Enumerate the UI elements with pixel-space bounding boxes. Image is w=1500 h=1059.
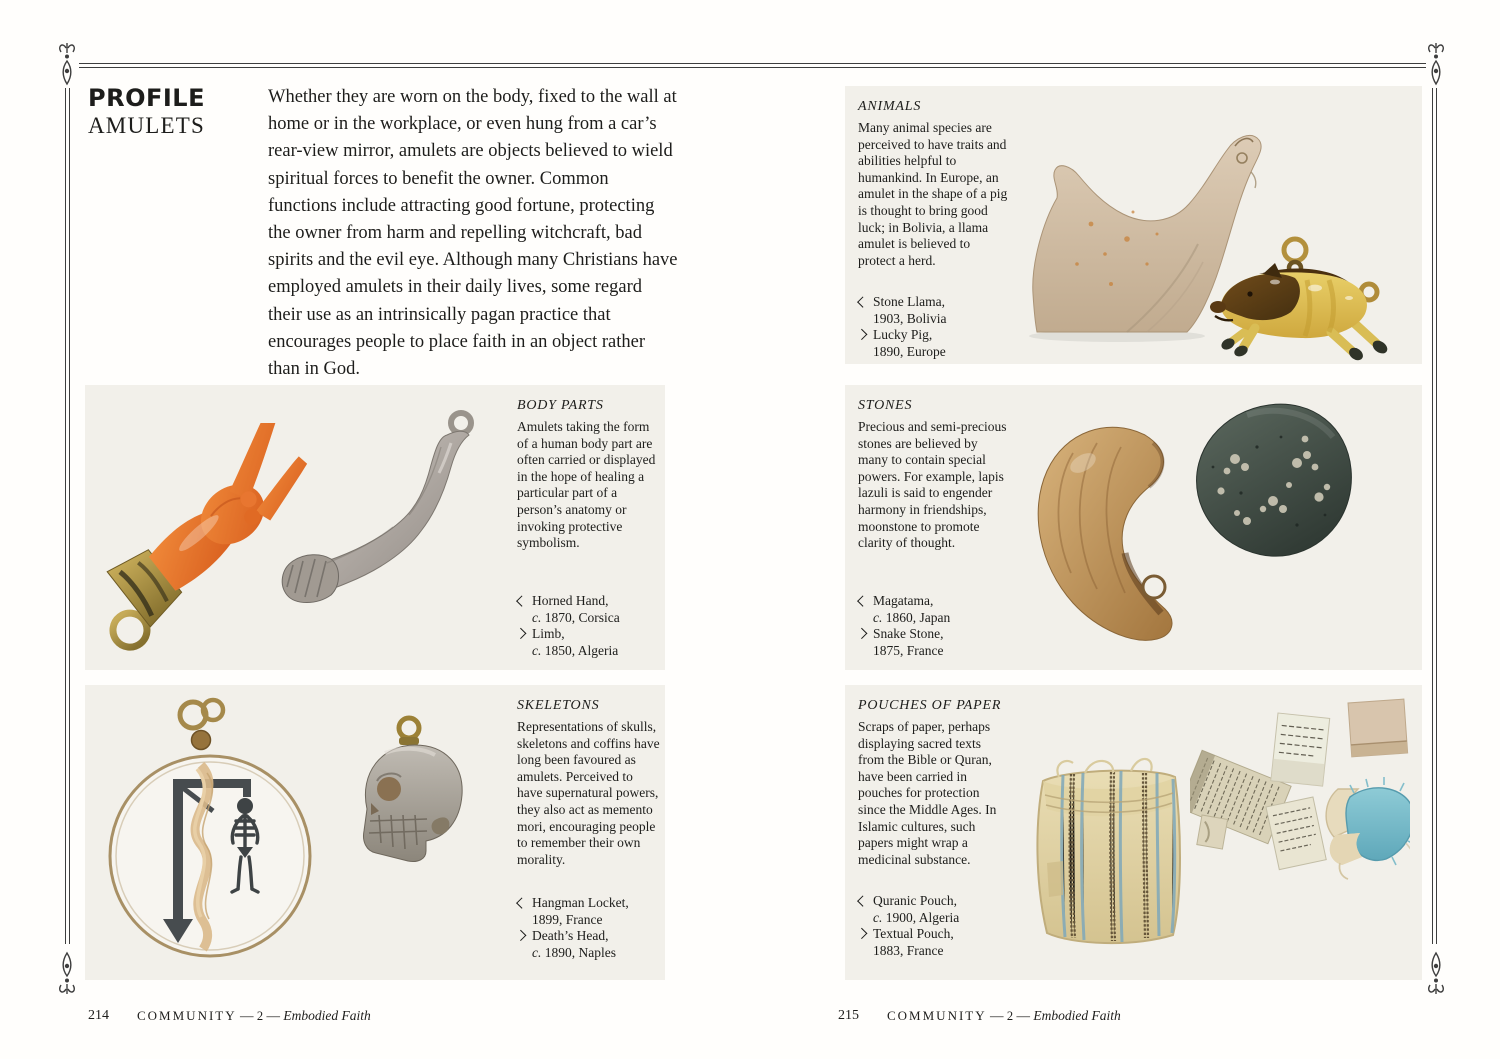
caption-name: Limb, [532, 626, 565, 642]
skeletons-text-column [517, 698, 661, 868]
section-body: Representations of skulls, skeletons and coffins have long been favoured as amulets. Perceived to have supernatural powers, they also act as memento mori, encouraging people to remember their own morality. [517, 719, 660, 867]
caption-entry [517, 928, 667, 961]
caption-detail: 1875, France [873, 642, 944, 658]
snake-stone-image [1177, 397, 1367, 567]
hangman-locket-image [97, 693, 325, 973]
section-body: Precious and semi-precious stones are believed by many to contain special powers. For example, lapis lazuli is said to engender harmony in friendships, moonstone to promote clarity of thought. [858, 419, 1007, 551]
caption-name: Snake Stone, [873, 626, 944, 642]
corner-ornament-icon [57, 947, 77, 995]
caption-entry [858, 294, 1016, 327]
caption-detail: 1890, Europe [873, 343, 946, 359]
section-heading: POUCHES OF PAPER [858, 698, 1002, 713]
corner-ornament-icon [57, 42, 77, 90]
caption-entry [858, 926, 1016, 959]
pouches-text-column [858, 698, 1010, 868]
caption-detail: c. 1860, Japan [873, 609, 951, 625]
caption-marker-left-icon [516, 897, 527, 908]
chapter-title: Embodied Faith [1033, 1008, 1121, 1023]
limb-image [243, 403, 493, 633]
panel-body-parts [85, 385, 665, 670]
caption-detail: 1899, France [532, 911, 603, 927]
caption-name: Textual Pouch, [873, 926, 954, 942]
caption-name: Stone Llama, [873, 294, 945, 309]
lucky-pig-image [1203, 236, 1393, 364]
running-head-label: COMMUNITY [887, 1008, 987, 1023]
section-heading: ANIMALS [858, 99, 922, 114]
caption-marker-left-icon [857, 296, 868, 307]
caption-detail: c. 1870, Corsica [532, 609, 620, 625]
running-head-left: COMMUNITY — 2 — Embodied Faith [137, 1008, 371, 1023]
caption-name: Quranic Pouch, [873, 893, 957, 908]
caption-detail: 1903, Bolivia [873, 310, 947, 326]
frame-rule-right [1432, 88, 1437, 944]
caption-detail: c. 1850, Algeria [532, 642, 619, 658]
frame-rule-left [65, 88, 70, 944]
paper-scraps-image [1190, 697, 1410, 892]
stones-text-column [858, 398, 1010, 552]
page-title-amulets: AMULETS [88, 113, 206, 138]
panel-animals [845, 86, 1422, 364]
section-body: Scraps of paper, perhaps displaying sacred texts from the Bible or Quran, have been carried in pouches for protection since the Middle Ages. In Islamic cultures, such papers might wrap a medicinal substance. [858, 719, 997, 867]
caption-entry [517, 593, 667, 626]
intro-paragraph: Whether they are worn on the body, fixed to the wall at home or in the workplace, or even hung from a car’s rear-view mirror, amulets are objects believed to wield spiritual forces to benefit the owner. Common functions include attracting good fortune, protecting the owner from harm and repelling witchcraft, bad spirits and the evil eye. Although many Christians have employed amulets in their daily lives, some regard their use as an intrinsically pagan practice that encourages people to place faith in an object rather than in God. [268, 87, 678, 380]
section-heading: BODY PARTS [517, 398, 604, 413]
caption-marker-left-icon [516, 595, 527, 606]
caption-entry [858, 893, 1016, 926]
quranic-pouch-image [1023, 743, 1198, 953]
panel-stones [845, 385, 1422, 670]
caption-marker-right-icon [856, 330, 867, 341]
caption-marker-left-icon [857, 595, 868, 606]
section-body: Many animal species are perceived to have traits and abilities helpful to humankind. In Europe, an amulet in the shape of a pig is thought to bring good luck; in Bolivia, a llama amulet is believed to protect a herd. [858, 120, 1008, 268]
caption-marker-right-icon [856, 629, 867, 640]
profile-kicker: PROFILE [88, 84, 205, 112]
caption-name: Magatama, [873, 593, 934, 608]
caption-entry [858, 327, 1016, 360]
deaths-head-image [337, 711, 477, 881]
animals-text-column [858, 99, 1010, 269]
caption-name: Lucky Pig, [873, 327, 933, 343]
section-heading: SKELETONS [517, 698, 600, 713]
body-parts-text-column [517, 398, 661, 552]
caption-marker-left-icon [857, 895, 868, 906]
skeletons-captions [517, 895, 667, 961]
stones-captions [858, 593, 1016, 659]
panel-skeletons [85, 685, 665, 980]
section-body: Amulets taking the form of a human body part are often carried or displayed in the hope of healing a particular part of a person’s anatomy or invoking protective symbolism. [517, 419, 656, 551]
corner-ornament-icon [1426, 42, 1446, 90]
caption-detail: c. 1890, Naples [532, 944, 616, 960]
page-number-left: 214 [88, 1008, 109, 1023]
caption-entry [858, 626, 1016, 659]
caption-detail: c. 1900, Algeria [873, 909, 960, 925]
caption-entry [858, 593, 1016, 626]
caption-name: Hangman Locket, [532, 895, 629, 910]
chapter-title: Embodied Faith [283, 1008, 371, 1023]
panel-pouches [845, 685, 1422, 980]
caption-marker-right-icon [515, 931, 526, 942]
pouches-captions [858, 893, 1016, 959]
frame-rule-top [79, 63, 1426, 68]
section-heading: STONES [858, 398, 913, 413]
caption-detail: 1883, France [873, 942, 944, 958]
corner-ornament-icon [1426, 947, 1446, 995]
caption-marker-right-icon [856, 929, 867, 940]
running-head-label: COMMUNITY [137, 1008, 237, 1023]
caption-name: Death’s Head, [532, 928, 609, 944]
page-number-right: 215 [838, 1008, 859, 1023]
animals-captions [858, 294, 1016, 360]
running-head-right: COMMUNITY — 2 — Embodied Faith [887, 1008, 1121, 1023]
body-parts-captions [517, 593, 667, 659]
caption-name: Horned Hand, [532, 593, 609, 608]
caption-marker-right-icon [515, 629, 526, 640]
caption-entry [517, 895, 667, 928]
caption-entry [517, 626, 667, 659]
